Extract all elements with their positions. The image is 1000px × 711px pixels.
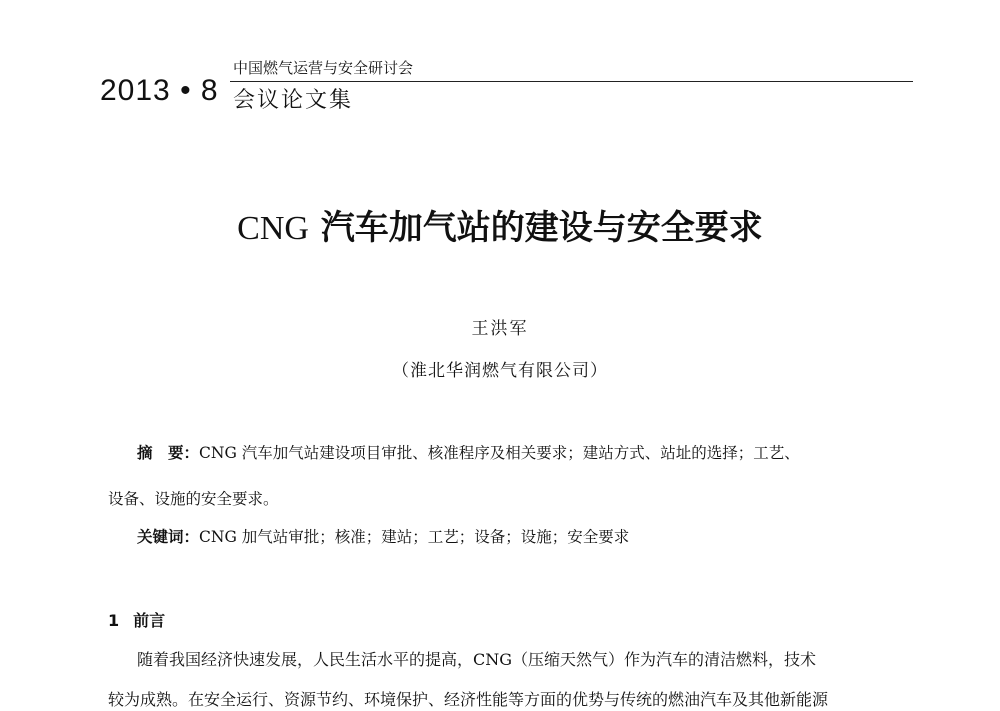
proceedings-label: 会议论文集 <box>233 88 354 113</box>
conference-name: 中国燃气运营与安全研讨会 <box>233 59 414 77</box>
abstract-text-2: 设备、设施的安全要求。 <box>108 490 279 508</box>
issue-number: 2013 • 8 <box>100 74 219 107</box>
keywords-label: 关键词： <box>137 528 200 546</box>
section-heading <box>108 610 165 632</box>
author-name: 王洪军 <box>471 319 529 339</box>
keywords-line <box>137 526 629 548</box>
title-latin: CNG <box>237 210 309 247</box>
keywords-text: CNG 加气站审批；核准；建站；工艺；设备；设施；安全要求 <box>199 528 630 546</box>
paper-title <box>0 206 1000 251</box>
abstract-text-1: CNG 汽车加气站建设项目审批、核准程序及相关要求；建站方式、站址的选择；工艺、 <box>199 444 800 462</box>
abstract-label: 摘 要： <box>137 444 200 462</box>
header-rule <box>230 81 913 82</box>
title-main: 汽车加气站的建设与安全要求 <box>320 208 763 248</box>
section-number: 1 <box>108 611 120 630</box>
author-affiliation: （淮北华润燃气有限公司） <box>392 361 608 381</box>
section-title: 前言 <box>133 611 166 630</box>
abstract-line <box>137 442 913 464</box>
body-text-1: 随着我国经济快速发展，人民生活水平的提高，CNG（压缩天然气）作为汽车的清洁燃料，技术 <box>137 650 817 669</box>
body-text-2: 较为成熟。在安全运行、资源节约、环境保护、经济性能等方面的优势与传统的燃油汽车及其他新能源 <box>108 690 829 709</box>
